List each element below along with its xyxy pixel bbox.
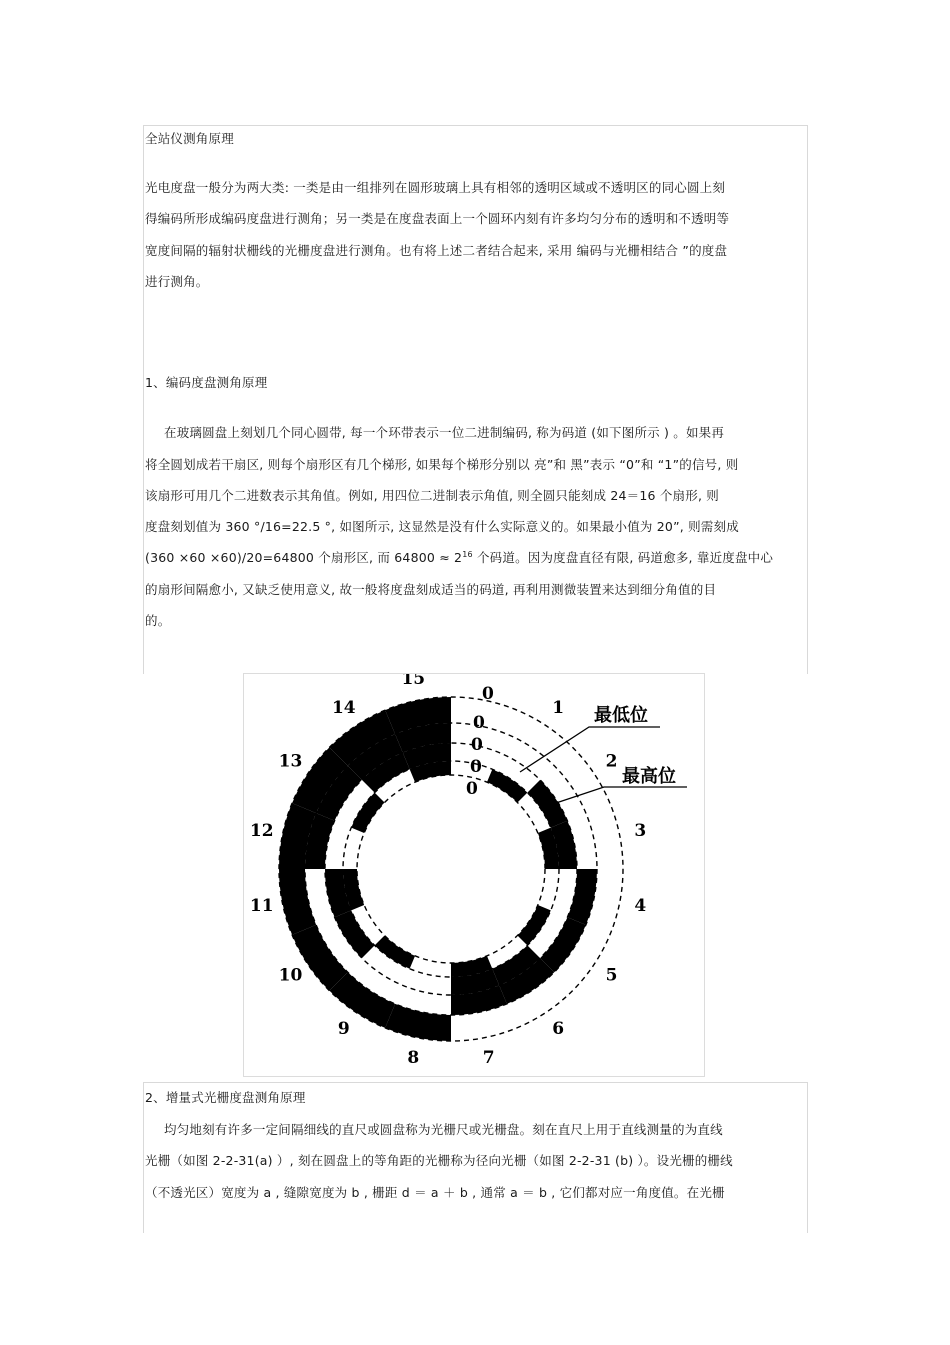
sector-label-3: 3 (634, 820, 647, 841)
sector-label-1: 1 (552, 698, 565, 718)
sector-label-9: 9 (337, 1019, 350, 1039)
disc-segment-s9-b0 (375, 935, 415, 968)
intro-line-2: 得编码所形成编码度盘进行测角；另一类是在度盘表面上一个圆环内刻有许多均匀分布的透明和不透明等 (145, 211, 730, 226)
highest-bit-label: 最高位 (622, 766, 676, 787)
sector-label-10: 10 (278, 965, 303, 986)
sector-label-14: 14 (331, 698, 356, 718)
section1-line-5-text: (360 ×60 ×60)/20=64800 个扇形区, 而 64800 ≈ 2 (145, 550, 463, 565)
sector-label-6: 6 (552, 1019, 565, 1039)
section2-line-2: 光栅（如图 2-2-31(a) ）, 刻在圆盘上的等角距的光栅称为径向光栅（如图 2-2-31 (b) ）。设光栅的栅线 (145, 1153, 733, 1168)
disc-segment-s5-b0 (517, 905, 550, 945)
section1-line-2: 将全圆划成若干扇区, 则每个扇形区有几个梯形, 如果每个梯形分别以 亮”和 黑”表示 “0”和 “1”的信号, 则 (145, 457, 739, 472)
disc-segment-s4-b2 (567, 869, 597, 925)
sector-label-13: 13 (278, 751, 303, 772)
section2-line-1: 均匀地刻有许多一定间隔细线的直尺或圆盘称为光栅尺或光栅盘。刻在直尺上用于直线测量的为直线 (164, 1122, 723, 1137)
section1-line-7: 的。 (145, 613, 171, 628)
page-title: 全站仪测角原理 (145, 131, 234, 146)
sector-label-8: 8 (407, 1047, 420, 1068)
zero-label-4: 0 (466, 779, 478, 799)
section1-line-5-sup: 16 (462, 549, 473, 559)
sector-label-12: 12 (249, 820, 274, 841)
section2-heading: 2、增量式光栅度盘测角原理 (145, 1090, 306, 1105)
zero-label-3: 0 (470, 757, 482, 777)
sector-label-7: 7 (482, 1047, 495, 1068)
disc-segment-s8-b3 (385, 1004, 451, 1041)
disc-segment-s13-b0 (351, 793, 384, 833)
intro-line-3: 宽度间隔的辐射状栅线的光栅度盘进行测角。也有将上述二者结合起来, 采用 编码与光栅相结合 ”的度盘 (145, 243, 728, 258)
intro-line-1: 光电度盘一般分为两大类: 一类是由一组排列在圆形玻璃上具有相邻的透明区域或不透明区的同心圆上刻 (145, 180, 726, 195)
track-boundary-inner (357, 775, 545, 963)
disc-sectors (279, 697, 597, 1041)
section2-line-3: （不透光区）宽度为 a , 缝隙宽度为 b , 栅距 d ＝ a ＋ b , 通常 a ＝ b , 它们都对应一角度值。在光栅 (145, 1185, 725, 1200)
sector-label-15: 15 (401, 674, 426, 690)
sector-label-11: 11 (249, 896, 274, 917)
disc-segment-s1-b0 (487, 769, 527, 802)
code-disc-figure (243, 673, 705, 1077)
section1-line-4: 度盘刻划值为 360 °/16=22.5 °, 如图所示, 这显然是没有什么实际意义的。如果最小值为 20”, 则需刻成 (145, 519, 739, 534)
section1-line-3: 该扇形可用几个二进数表示其角值。例如, 用四位二进制表示角值, 则全圆只能刻成 24＝16 个扇形, 则 (145, 488, 720, 503)
section1-line-5 (145, 550, 800, 566)
zero-label-2: 0 (471, 735, 483, 755)
zero-label-top: 0 (482, 684, 494, 704)
section1-line-5-tail: 个码道。因为度盘直径有限, 码道愈多, 靠近度盘中心 (472, 550, 774, 565)
zero-label-1: 0 (473, 713, 485, 733)
section1-line-6: 的扇形间隔愈小, 又缺乏使用意义, 故一般将度盘刻成适当的码道, 再利用测微装置来达到细分角值的目 (145, 582, 717, 597)
highest-bit-leader (547, 787, 687, 806)
section1-line-1: 在玻璃圆盘上刻划几个同心圆带, 每一个环带表示一位二进制编码, 称为码道 (如下图所示 ) 。如果再 (164, 425, 725, 440)
sector-label-5: 5 (605, 965, 618, 986)
disc-segment-s11-b3 (279, 869, 316, 935)
sector-label-2: 2 (605, 751, 618, 772)
lowest-bit-label: 最低位 (594, 705, 648, 726)
code-disc-diagram (244, 674, 704, 1076)
sector-label-4: 4 (634, 896, 647, 917)
intro-line-4: 进行测角。 (145, 274, 209, 289)
section1-heading: 1、编码度盘测角原理 (145, 375, 268, 390)
